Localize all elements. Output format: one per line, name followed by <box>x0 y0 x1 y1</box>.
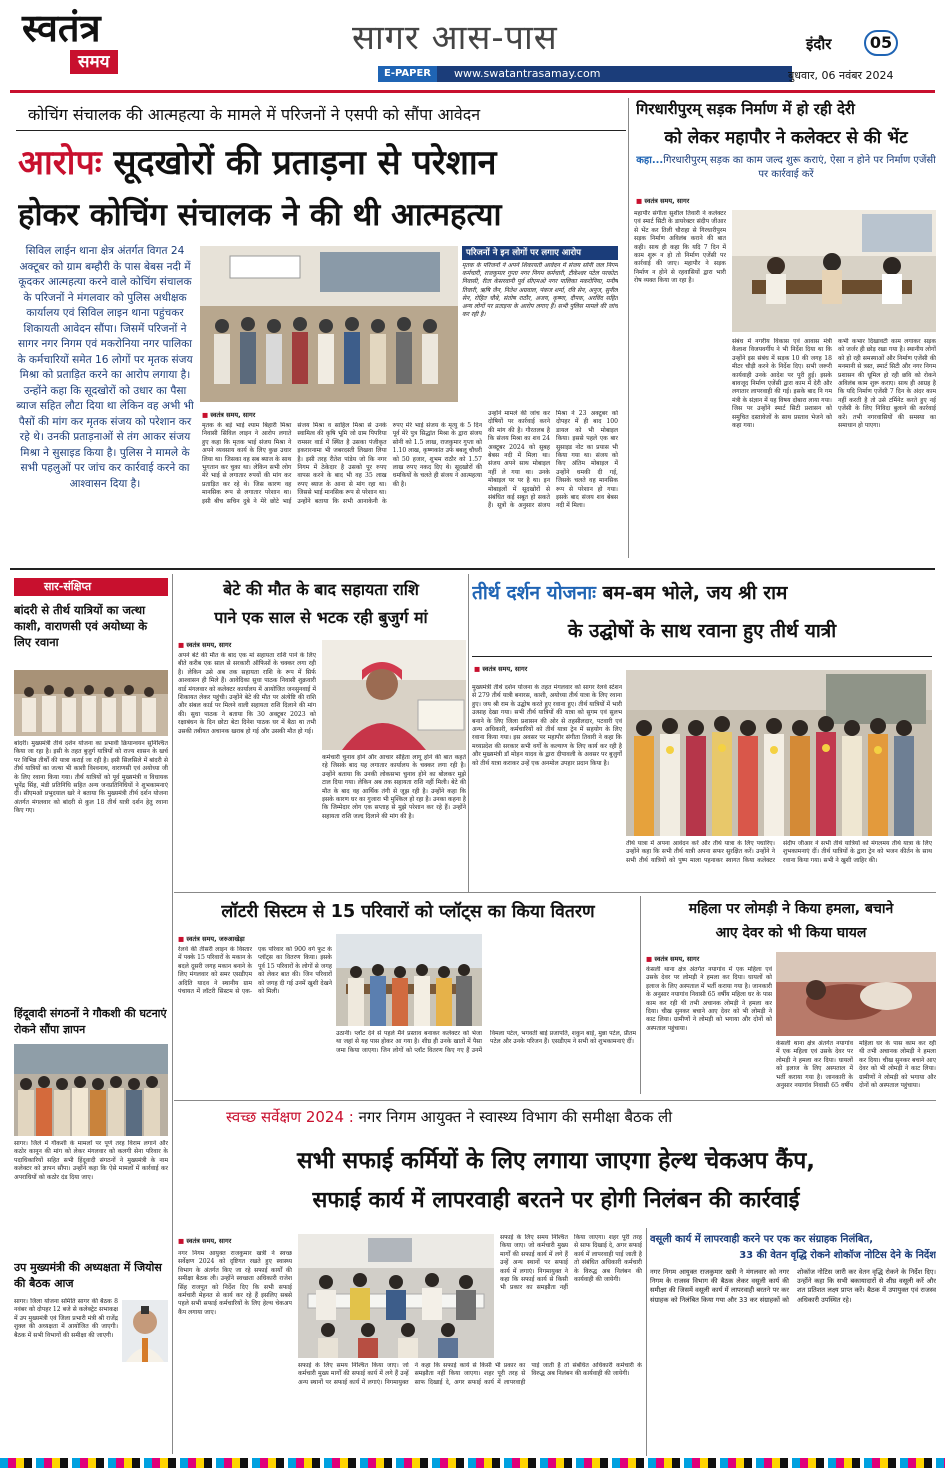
lottery-byline-text: स्वतंत्र समय, जरुआखेड़ा <box>186 935 245 943</box>
swachh-divider <box>646 1228 647 1456</box>
page-number: 05 <box>864 30 898 56</box>
swachh-byline <box>178 1236 231 1245</box>
side-top-byline <box>636 196 689 205</box>
side-top-body1: महापौर संगीता सुशील तिवारी ने कलेक्टर एवं स्मार्ट सिटी के डायरेक्टर संदीप जीआर से भेंट कर तिली चौराहा से गिरधारीपुरम सड़क निर्माण अविलंब कराने की बात कही। साथ ही कहा कि यदि 7 दिन में काम शुरू न हो तो निर्माण एजेंसी पर कार्रवाई की जाए। महापौर ने सड़क निर्माण न होने से रहवासियों द्वारा भारी रोष व्यक्त किया जा रहा है। <box>634 210 726 285</box>
logo-line2: समय <box>70 50 118 74</box>
band2-rule <box>174 892 936 893</box>
bete-byline <box>178 640 231 649</box>
vasooli-headline2: 33 की वेतन वृद्धि रोकने शोकॉज नोटिस देने के निर्देश <box>739 1250 936 1261</box>
swachh-kicker-tag: स्वच्छ सर्वेक्षण 2024 : <box>226 1108 354 1126</box>
lottery-body1: रेलवे की तीसरी लाइन के विस्तार में पक्के 15 परिवारों के मकान के बदले दूसरी जगह मकान बनाने के लिए मंगलवार को समर एसडीएम अदिति यादव ने स्थानीय ग्राम पंचायत में लॉटरी सिस्टम से एक-एक परिवार को 900 वर्ग फुट के प्लॉट्स का वितरण किया। इसके पूर्व 15 परिवारों के लोगों से जगह को लेकर बात की। जिन परिवारों को जगह दी गई उनमें खुशी देखने को मिली। <box>178 946 332 996</box>
brief3-photo <box>122 1300 168 1362</box>
brief3-headline: उप मुख्यमंत्री की अध्यक्षता में जियोस की बैठक आज <box>14 1261 162 1290</box>
byline-bullet-icon: ■ <box>178 641 187 649</box>
registration-strip <box>0 1458 945 1468</box>
side-top-body3: कभी कभार दिखावटी काम लगाकर सड़क को जर्जर ही छोड़ रखा गया है। स्थानीय लोगों को हो रही समस्याओं और निर्माण एजेंसी की मनमानी से त्रस्त, स्मार्ट सिटी और नगर निगम प्रशासन की धूमिल हो रही छवि को रोकने अविलंब काम शुरू कराए। साथ ही आग्रह है कि यदि निर्माण एजेंसी 7 दिन के अंदर काम नहीं करती है तो उसे टर्मिनेट करते हुए नई एजेंसी के लिए निविदा बुलाने की कार्रवाई करें। तभी नगरवासियों की समस्या का समाधान हो पाएगा। <box>838 338 936 430</box>
tirth-rule <box>472 656 932 657</box>
band1-rule <box>10 568 935 570</box>
side-top-kicker <box>636 154 936 182</box>
byline-bullet-icon: ■ <box>474 665 483 673</box>
lead-divider-v <box>628 98 629 558</box>
tirth-body1: मुख्यमंत्री तीर्थ दर्शन योजना के तहत मंगलवार को सागर रेलवे स्टेशन से 279 तीर्थ यात्री बनारस, काशी, अयोध्या तीर्थ यात्रा के लिए रवाना हुए। जय श्री राम के उद्घोष करते हुए रवाना हुए। तीर्थ यात्रियों में भारी उत्साह देखा गया। सभी तीर्थ यात्रियों की यात्रा को सुगम एवं सुलभ बनाने के लिए जिला प्रशासन की ओर से तहसीलदार, पटवारी एवं अन्य अधिकारी, कर्मचारियों को तीर्थ यात्रा ट्रेन में सहयोग के लिए रवाना किया गया। इस अवसर पर महापौर संगीता तिवारी ने कहा कि मध्यप्रदेश की सरकार सभी वर्गों के कल्याण के लिए कार्य कर रही है और मुख्यमंत्री डॉ मोहन यादव के द्वारा दीपावली के अवसर पर बुजुर्गों को तीर्थ यात्रा कराकर उन्हें एक अनमोल उपहार प्रदान किया है। <box>472 684 622 767</box>
lead-headline-text1: सूदखोरों की प्रताड़ना से परेशान <box>113 143 497 183</box>
brief1-headline: बांदरी से तीर्थ यात्रियों का जत्था काशी, वाराणसी एवं अयोध्या के लिए रवाना <box>14 603 148 649</box>
mahila-body2: केसली थाना क्षेत्र अंतर्गत नयागांव में एक महिला एवं उसके देवर पर लोमड़ी ने हमला कर दिया। घायलों को इलाज के लिए अस्पताल में भर्ती कराया गया है। जानकारी के अनुसार नयागांव निवासी 65 वर्षीय महिला घर के पास काम कर रही थी तभी अचानक लोमड़ी ने हमला कर दिया। चीख सुनकर बचाने आए देवर को भी लोमड़ी ने काट लिया। ग्रामीणों ने लोमड़ी को भगाया और दोनों को अस्पताल पहुंचाया। <box>776 1040 936 1090</box>
byline-bullet-icon: ■ <box>646 955 655 963</box>
tirth-body2: तीर्थ यात्रा में अपना आवेदन करें और तीर्थ यात्रा के लिए पधारिए। उन्होंने कहा कि सभी तीर्थ यात्री अपना सफर सुरक्षित करें। उन्होंने ने सभी तीर्थ यात्रियों को पुष्प माला पहनाकर स्वागत किया कलेक्टर संदीप जीआर ने सभी तीर्थ यात्रियों को मंगलमय तीर्थ यात्रा के लिए शुभकामनाएं दीं। तीर्थ यात्रियों के द्वारा ट्रेन को भजन कीर्तन के साथ रवाना किया गया। सभी ने खुशी जाहिर की। <box>626 840 932 864</box>
tirth-headline-text1: बम-बम भोले, जय श्री राम <box>602 582 788 604</box>
mahila-headline2: आए देवर को भी किया घायल <box>715 925 867 941</box>
lead-kicker-rule <box>16 130 626 131</box>
lead-byline <box>202 410 255 419</box>
sar-sankshep-label: सार-संक्षिप्त <box>14 578 168 596</box>
logo-line1: स्वतंत्र <box>22 5 101 50</box>
swachh-headline2: सफाई कार्य में लापरवाही बरतने पर होगी निलंबन की कार्रवाई <box>312 1188 800 1213</box>
mahila-body: केसली थाना क्षेत्र अंतर्गत नयागांव में एक महिला एवं उसके देवर पर लोमड़ी ने हमला कर दिया। घायलों को इलाज के लिए अस्पताल में भर्ती कराया गया है। जानकारी के अनुसार नयागांव निवासी 65 वर्षीय महिला घर के पास काम कर रही थी तभी अचानक लोमड़ी ने हमला कर दिया। चीख सुनकर बचाने आए देवर को भी लोमड़ी ने काट लिया। ग्रामीणों ने लोमड़ी को भगाया और दोनों को अस्पताल पहुंचाया। <box>646 966 772 1032</box>
bete-divider <box>468 574 469 892</box>
issue-date: बुधवार, 06 नवंबर 2024 <box>788 69 894 82</box>
bete-photo <box>322 640 466 750</box>
lottery-byline <box>178 934 245 943</box>
lead-intro: सिविल लाईन थाना क्षेत्र अंतर्गत विगत 24 अक्टूबर को ग्राम बम्हौरी के पास बेबस नदी में कूदकर आत्महत्या करने वाले कोचिंग संचालक के परिजनों ने मंगलवार को पुलिस अधीक्षक कार्यालय एवं सिविल लाइन थाना पहुंचकर शिकायती आवेदन सौंपा। जिसमें परिजनों ने सागर नगर निगम एवं मकरोनिया नगर पालिका के कर्मचारियों समेत 16 लोगों पर मृतक संजय मिश्रा को प्रताड़ित करने का आरोप लगाया है। उन्होंने कहा कि सूदखोरों को उधार का पैसा ब्याज सहित लौटा दिया था लेकिन वह अभी भी पैसों की मांग कर मृतक संजय को परेशान कर रहे थे। उनकी प्रताड़नाओं से तंग आकर संजय मिश्रा ने सुसाइड किया है। पुलिस ने मामले के सभी पहलुओं पर जांच कर कार्रवाई करने का आश्वासन दिया है। <box>16 245 194 490</box>
lead-headline-tag: आरोपः <box>18 143 102 183</box>
lead-body-col2: उन्होंने मामले की जांच कर दोषियों पर कार्रवाई करने की मांग की है। गौरतलब है कि संजय मिश्रा का शव 24 अक्टूबर 2024 को सुबह बेबस नदी में मिला था। संजय अपने साथ मोबाइल नहीं ले गया था। उनके मोबाइल पर पर है था। इन मोबाइलों में सूदखोरों से संबंधित कई सबूत हो सकते हैं। सूत्रों के अनुसार संजय मिश्रा ने 23 अक्टूबर को दोपहर में ही बाद 100 डायल को भी मोबाइल किया। इससे पहले एक बार सुसाइड नोट का प्रयास भी किया गया था। संजय को किए अंतिम मोबाइल में उन्होंने धमकी दी गई, जिसके चलते वह मानसिक रूप से परेशान हो गया। इसके बाद संजय शव बेबस नदी में मिला। <box>488 410 618 510</box>
swachh-kicker-text: नगर निगम आयुक्त ने स्वास्थ्य विभाग की समीक्षा बैठक ली <box>358 1108 673 1126</box>
lead-headline-line2: होकर कोचिंग संचालक ने की थी आत्महत्या <box>18 197 502 233</box>
lead-body-col1: मृतक के बड़े भाई श्याम बिहारी मिश्रा निवासी सिविल लाइन ने आरोप लगाते हुए कहा कि मृतक भाई संजय मिश्रा ने अपने व्यवसाय कार्य के लिए कुछ उधार लिया था। जिसका वह सब ब्याज के साथ भुगतान कर चुका था। लेकिन सभी लोग मेरे भाई से लगातार रुपयों की मांग कर प्रताड़ित कर रहे थे। जिस कारण वह मानसिक रूप से लगातार परेशान था। इसी बीच सचिन दुबे ने मेरे छोटे भाई संजय मिश्रा व साहिल मिश्रा से उनके स्वामित्व की कृषि भूमि जो ग्राम पिपरिया रामसर वार्ड में स्थित है उसका पंजीकृत इकरारनामा भी जबरदस्ती लिखवा लिया है। इसी तरह रीतेश पांडेय जो कि नगर निगम में ठेकेदार है उसको पूर रुपए वापस करने के बाद भी वह 35 लाख रुपए ब्याज के आना से मांग रहा था। जिससे भाई मानसिक रूप से परेशान था। उन्होंने बताया कि सभी आनाकेनी के रुपए मेरे भाई संजय के मृत्यु के 5 दिन पूर्व मेरे पुत्र सिद्धांत मिश्रा के द्वारा संजय सोनी को 1.5 लाख, राजकुमार गुप्ता को 1.10 लाख, कृष्णकांत उर्फ बबलू चौधरी को 50 हजार, शुभम राठौर को 1.57 लाख रुपए नकद दिए थे। सूदखोरों की धमकियों के चलते ही संजय ने आत्महत्या की है। <box>202 422 482 505</box>
swachh-photo <box>298 1234 494 1358</box>
byline-bullet-icon: ■ <box>178 935 187 943</box>
tirth-byline-text: स्वतंत्र समय, सागर <box>482 665 528 673</box>
side-top-photo <box>732 210 936 332</box>
bete-headline1: बेटे की मौत के बाद सहायता राशि <box>223 580 419 599</box>
city-name: इंदौर <box>806 35 832 53</box>
brief2-photo <box>14 1044 168 1136</box>
bete-body1: अपने बेटे की मौत के बाद एक मां सहायता राशि पाने के लिए बीते करीब एक साल से सरकारी ऑफिसों के चक्कर लगा रही है। लेकिन उसे अब तक सहायता राशि के रूप में सिर्फ आश्वासन ही मिले हैं। आवेदिका सुधा पाठक निवासी शुक्रवारी वार्ड मंगलवार को कलेक्टर कार्यालय में आयोजित जनसुनवाई में शिकायत लेकर पहुंची। उन्होंने बेटे की मौत पर अंत्येष्टि की राशि और संबल कार्ड पर मिलने वाली सहायता राशि दिलाने की मांग की। सुधा पाठक ने बताया कि 30 अक्टूबर 2023 को रक्षाबंधन के दिन छोटा बेटा दिनेश पाठक घर में बैठा था तभी उसकी तबीयत अचानक खराब हो गई और उसकी मौत हो गई। <box>178 652 316 735</box>
brief2-body: सागर। जिले में गौकशी के मामलों पर पूर्ण तरह विराम लगाने और कठोर कानून की मांग को लेकर मंगलवार को कलगी सेना परिवार के पदाधिकारियों सहित सभी हिंदूवादी संगठनों ने मुख्यमंत्री के नाम कलेक्टर को ज्ञापन सौंपा। उन्होंने कहा कि ऐसे मामलों में कार्रवाई कर अपराधियों को कठोर दंड दिया जाए। <box>14 1140 168 1181</box>
lottery-body2: उठानी। प्लॉट देने से पहले मैंने प्रस्ताव बनाकर कलेक्टर को भेजा था जहां से यह पास होकर आ गया है। शीघ्र ही उनके खातों में पैसा जमा किया जाएगा। जिन लोगों को प्लॉट वितरण किए गए हैं उनमें विमला पटेल, भगवती बाई प्रजापति, शकुन बाई, मुन्ना पटेल, प्रीतम पटेल और उनके परिजन हैं। एसडीएम ने सभी को शुभकामनाएं दीं। <box>336 1030 636 1054</box>
epaper-label: E-PAPER <box>378 66 437 82</box>
tirth-headline-line1 <box>472 578 932 610</box>
mahila-photo <box>776 952 936 1036</box>
vasooli-body: नगर निगम आयुक्त राजकुमार खत्री ने मंगलवार को नगर निगम के राजस्व विभाग की बैठक लेकर वसूली कार्य की समीक्षा की जिसमें वसूली कार्य में लापरवाही बरतने पर कर संग्राहक को निलंबित किया गया और 33 कर संग्राहकों को शोकॉज नोटिस जारी कर वेतन वृद्धि रोकने के निर्देश दिए। उन्होंने कहा कि सभी बकायादारों से शीघ्र वसूली करें और शत प्रतिशत लक्ष्य प्राप्त करें। बैठक में उपायुक्त एवं राजस्व अधिकारी उपस्थित रहे। <box>650 1268 936 1304</box>
website-link[interactable]: www.swatantrasamay.com <box>454 67 601 80</box>
brief1-photo <box>14 670 168 736</box>
side-top-body2: संबंध में नगरीय विकास एवं आवास मंत्री कैलाश विजयवर्गीय ने भी निर्देश दिया था कि उन्होंने इस संबंध में सड़क 10 की जगह 18 मीटर चौड़ी करने के निर्देश दिए। सभी जरूरी कार्यवाही उनके आदेश पर पूरी हुई। इसके बावजूद निर्माण एजेंसी द्वारा काम में देरी और लगातार लापरवाही की गई। इसके बाद नि गम मंत्री के संज्ञान में यह विषय दोबारा लाया गया। जिस पर उन्होंने स्मार्ट सिटी प्रशासन को समुचित दस्तावेजों के साथ प्रस्ताव भेजने को कहा गया। <box>732 338 832 430</box>
mahila-byline <box>646 954 699 963</box>
masthead-rule <box>10 90 935 93</box>
lead-kicker: कोचिंग संचालक की आत्महत्या के मामले में परिजनों ने एसपी को सौंपा आवेदन <box>28 105 481 124</box>
brief1-body: बांदरी। मुख्यमंत्री तीर्थ दर्शन योजना का प्रभावी क्रियान्वयन सुनिश्चित किया जा रहा है। इसी के तहत बुजुर्ग यात्रियों को राज्य शासन के खर्च पर विभिन्न तीर्थों की यात्रा कराई जा रही है। इसी सिलसिले में बांदरी से तीर्थ यात्रियों का जत्था भी काशी विश्वनाथ, वाराणसी एवं अयोध्या जी के लिए रवाना किया गया। तीर्थ यात्रियों को पूर्व मुख्यमंत्री व विधायक भूपेंद्र सिंह, मंडी प्रतिनिधि सहित अन्य जनप्रतिनिधियों ने शुभकामनाएं दीं। सीएमओ प्रभुदयाल खरे ने बताया कि मुख्यमंत्री तीर्थ दर्शन योजना अंतर्गत मंगलवार को बांदरी से कुल 18 तीर्थ यात्री दर्शन हेतु रवाना किए गए। <box>14 740 168 815</box>
mahila-byline-text: स्वतंत्र समय, सागर <box>654 955 700 963</box>
accused-box-title: परिजनों ने इन लोगों पर लगाए आरोप <box>462 246 618 260</box>
side-top-headline2: को लेकर महापौर ने कलेक्टर से की भेंट <box>664 128 908 148</box>
side-top-byline-text: स्वतंत्र समय, सागर <box>644 197 690 205</box>
left-col-divider <box>172 574 173 1454</box>
masthead <box>0 0 945 86</box>
mahila-headline1: महिला पर लोमड़ी ने किया हमला, बचाने <box>688 901 894 917</box>
bete-byline-text: स्वतंत्र समय, सागर <box>186 641 232 649</box>
swachh-body2: सफाई के लिए समय निश्चित किया जाए। जो कर्मचारी मुख्य मार्गों की सफाई कार्य में लगे हैं उन्हें अन्य स्थानों पर सफाई कार्य में लगाएं। निगमायुक्त ने कहा कि सफाई कार्य से किसी भी प्रकार का समझौता नहीं किया जाएगा। शहर पूरी तरह से साफ दिखाई दे, अगर सफाई कार्य में लापरवाही पाई जाती है तो संबंधित अधिकारी कर्मचारी के विरुद्ध अब निलंबन की कार्यवाही की जायेगी। <box>298 1362 642 1386</box>
lead-photo <box>200 246 458 402</box>
tirth-headline-line2: के उद्घोषों के साथ रवाना हुए तीर्थ यात्री <box>567 620 837 642</box>
tirth-photo <box>626 670 932 836</box>
lead-byline-text: स्वतंत्र समय, सागर <box>210 411 256 419</box>
swachh-body1: नगर निगम आयुक्त राजकुमार खत्री ने स्वच्छ सर्वेक्षण 2024 को दृष्टिगत रखते हुए स्वास्थ्य विभाग के अंतर्गत किए जा रहे सफाई कार्यों की समीक्षा बैठक ली। उन्होंने स्वच्छता अधिकारी राजेश सिंह राजपूत को निर्देश दिए कि सभी सफाई कर्मचारी मेहनत से कार्य कर रहे हैं इसलिए सबसे पहले सभी सफाई कर्मचारियों के लिए हेल्थ चेकअप कैंप लगाया जाए। <box>178 1250 292 1316</box>
logo <box>22 6 162 82</box>
accused-box <box>462 246 618 402</box>
brief3-body: सागर। जिला योजना समिति सागर की बैठक 8 नवंबर को दोपहर 12 बजे से कलेक्ट्रेट सभाकक्ष में उप मुख्यमंत्री एवं जिला प्रभारी मंत्री श्री राजेंद्र शुक्ल की अध्यक्षता में आयोजित की जाएगी। बैठक में सभी विभागों की समीक्षा की जाएगी। <box>14 1298 118 1339</box>
lead-headline-line1 <box>18 140 628 188</box>
bete-headline2: पाने एक साल से भटक रही बुजुर्ग मां <box>214 608 428 627</box>
swachh-headline1: सभी सफाई कर्मियों के लिए लगाया जाएगा हेल्थ चेकअप कैंप, <box>296 1148 816 1174</box>
lottery-headline: लॉटरी सिस्टम से 15 परिवारों को प्लॉट्स का किया वितरण <box>221 902 595 922</box>
lottery-photo <box>336 934 482 1026</box>
side-top-headline1: गिरधारीपुरम् सड़क निर्माण में हो रही देरी <box>636 100 855 118</box>
brief2-headline: हिंदूवादी संगठनों ने गौकशी की घटनाएं रोकने सौंपा ज्ञापन <box>14 1007 167 1036</box>
swachh-kicker <box>226 1106 926 1128</box>
side-top-kicker-tag: कहा... <box>636 155 664 166</box>
tirth-headline-tag: तीर्थ दर्शन योजनाः <box>472 582 597 604</box>
section-title: सागर आस-पास <box>352 18 558 58</box>
vasooli-headline1: वसूली कार्य में लापरवाही करने पर एक कर संग्राहक निलंबित, <box>650 1234 874 1245</box>
byline-bullet-icon: ■ <box>178 1237 187 1245</box>
lottery-divider <box>640 896 641 1094</box>
swachh-byline-text: स्वतंत्र समय, सागर <box>186 1237 232 1245</box>
tirth-byline <box>474 664 527 673</box>
accused-box-text: मृतक के परिजनों ने अपने शिकायती आवेदन में संजय सोनी जल निगम कर्मचारी, राजकुमार गुप्ता नगर निगम कर्मचारी, टीकेश्वर पटेल परकोटा निवासी, रीता केसरवानी पूर्व सीएमओ नगर पालिका मकरोनिया, मनीष तिवारी, ऋषि जैन, नितेश अग्रवाल, पंकज शर्मा, रवि सेन, अनुज, सुनील सेन, रोहित चौबे, संतोष राठौर, अजय, कृष्णा, दीपक, अरविंद सहित अन्य लोगों पर प्रताड़ना के आरोप लगाए हैं। सभी पुलिस मामले की जांच कर रही है। <box>462 262 618 319</box>
byline-bullet-icon: ■ <box>636 197 645 205</box>
swachh-body3: सफाई के लिए समय निश्चित किया जाए। जो कर्मचारी मुख्य मार्गों की सफाई कार्य में लगे हैं उन्हें अन्य स्थानों पर सफाई कार्य में लगाएं। निगमायुक्त ने कहा कि सफाई कार्य से किसी भी प्रकार का समझौता नहीं किया जाएगा। शहर पूरी तरह से साफ दिखाई दे, अगर सफाई कार्य में लापरवाही पाई जाती है तो संबंधित अधिकारी कर्मचारी के विरुद्ध अब निलंबन की कार्यवाही की जायेगी। <box>500 1234 642 1292</box>
epaper-strip <box>378 66 792 82</box>
byline-bullet-icon: ■ <box>202 411 211 419</box>
side-top-kicker-text: गिरधारीपुरम् सड़क का काम जल्द शुरू कराएं, ऐसा न होने पर निर्माण एजेंसी पर कार्रवाई करें <box>663 155 936 180</box>
band3-rule <box>174 1100 936 1101</box>
bete-body2: कर्मचारी चुनाव होने और आचार संहिता लागू होने की बात कहते रहे जिसके बाद यह लगातार कार्यालय के चक्कर लगा रही है। उन्होंने बताया कि उनकी लोकसभा चुनाव होने का बोलकर मुझे टाल दिया गया। लेकिन अब तक सहायता राशि नहीं मिली। बेटे की मौत के बाद वह आर्थिक तंगी से जूझ रही है। उन्होंने कहा कि इसके कारण घर का गुजारा भी मुश्किल हो रहा है। उनका कहना है कि जिम्मेदार लोग एक सप्ताह से मुझे परेशान कर रहे हैं। उन्होंने सहायता राशि जल्द दिलाने की मांग की है। <box>322 754 466 820</box>
